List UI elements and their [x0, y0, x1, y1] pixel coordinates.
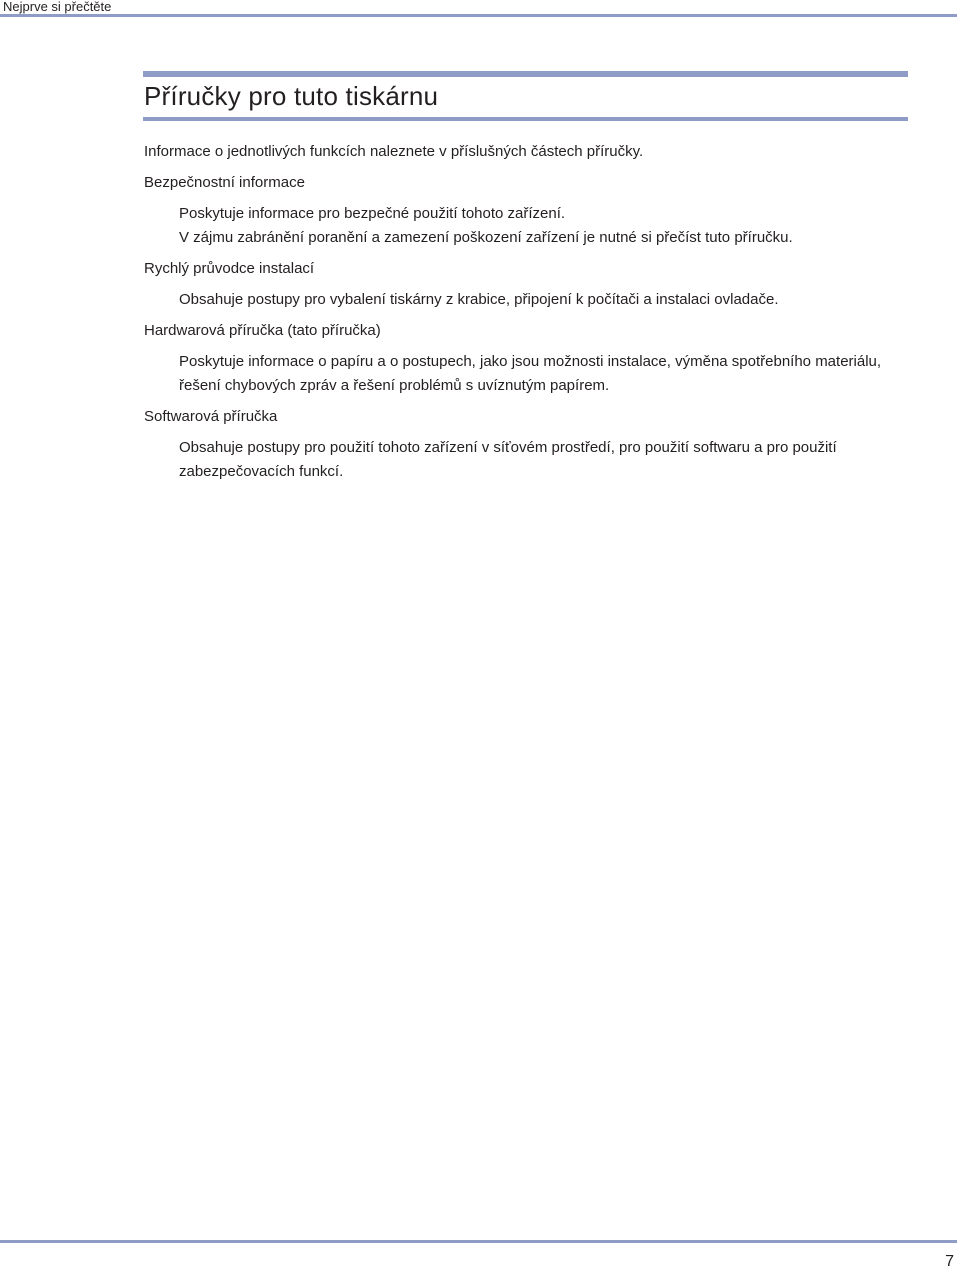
definition-hardware-guide	[144, 350, 908, 398]
definition-line: Poskytuje informace o papíru a o postupech, jako jsou možnosti instalace, výměna spotřebního materiálu, řešení chybových zpráv a řešení problémů s uvíznutým papírem.	[179, 353, 882, 394]
footer-rule	[0, 1240, 957, 1243]
page-number: 7	[945, 1253, 954, 1270]
definition-software-guide	[144, 436, 908, 484]
intro-text: Informace o jednotlivých funkcích naleznete v příslušných částech příručky.	[144, 143, 644, 160]
title-rule-bottom	[143, 117, 908, 121]
term-quick-installation-guide: Rychlý průvodce instalací	[144, 260, 315, 277]
definition-line: Obsahuje postupy pro použití tohoto zařízení v síťovém prostředí, pro použití softwaru a pro použití zabezpečovacích funkcí.	[179, 439, 837, 480]
header-rule	[0, 14, 957, 17]
running-header: Nejprve si přečtěte	[3, 0, 112, 14]
definition-quick-installation-guide	[144, 288, 908, 312]
definition-safety-information	[144, 202, 908, 250]
definition-line: Obsahuje postupy pro vybalení tiskárny z krabice, připojení k počítači a instalaci ovladače.	[179, 291, 779, 308]
page-title: Příručky pro tuto tiskárnu	[144, 81, 439, 111]
title-rule-top	[143, 71, 908, 77]
definition-line: Poskytuje informace pro bezpečné použití tohoto zařízení.	[179, 205, 566, 222]
term-safety-information: Bezpečnostní informace	[144, 174, 305, 191]
definition-line: V zájmu zabránění poranění a zamezení poškození zařízení je nutné si přečíst tuto příručku.	[179, 229, 793, 246]
term-hardware-guide: Hardwarová příručka (tato příručka)	[144, 322, 381, 339]
term-software-guide: Softwarová příručka	[144, 408, 278, 425]
content-body	[144, 140, 908, 491]
